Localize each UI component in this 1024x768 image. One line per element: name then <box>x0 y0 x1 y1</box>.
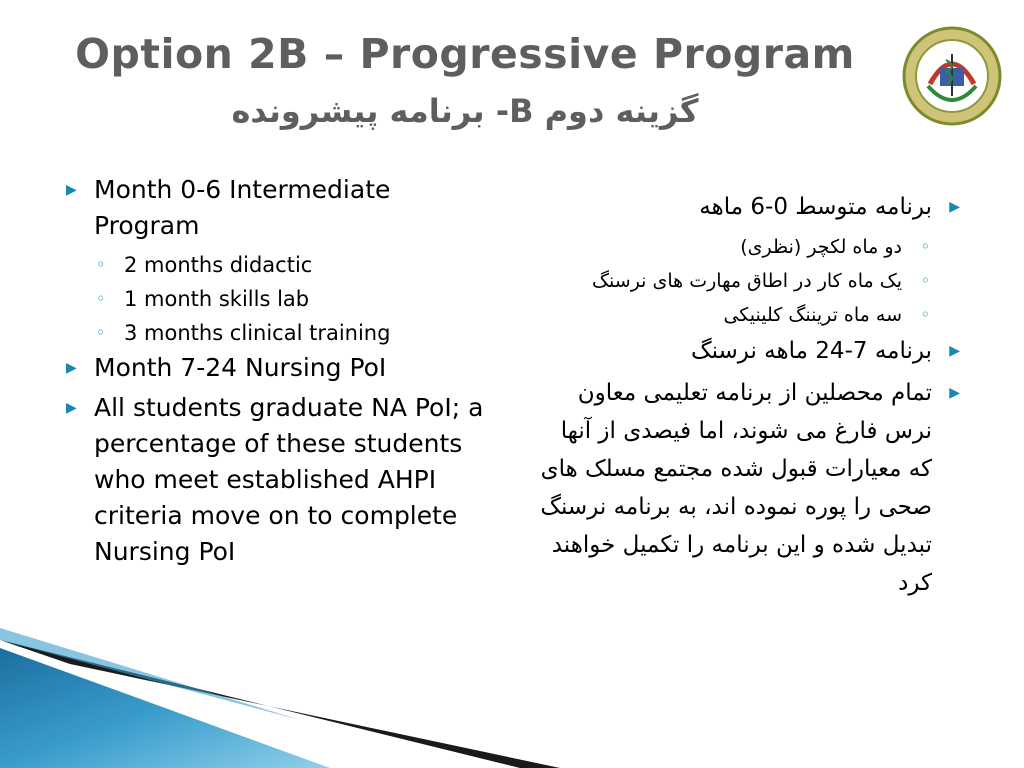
list-subitem: ◦ 2 months didactic <box>66 248 486 282</box>
slide-title: Option 2B – Progressive Program <box>75 30 855 78</box>
bullet-arrow-icon: ▶ <box>66 360 77 376</box>
bullet-circle-icon: ◦ <box>920 271 930 290</box>
slide-title-persian: گزینه دوم B- برنامه پیشرونده <box>231 92 699 130</box>
bullet-circle-icon: ◦ <box>96 323 106 342</box>
bullet-arrow-icon: ▶ <box>949 199 960 215</box>
ministry-seal-logo <box>900 24 1004 128</box>
list-subitem: ◦ سه ماه تریننگ کلینیکی <box>540 298 960 332</box>
list-item: ▶ All students graduate NA PoI; a percentage of these students who meet established AHPI criteria move on to complete Nursing PoI <box>66 390 486 570</box>
list-item: ▶ Month 0-6 Intermediate Program <box>66 172 486 244</box>
list-subitem: ◦ یک ماه کار در اطاق مهارت های نرسنگ <box>540 264 960 298</box>
list-subitem: ◦ 3 months clinical training <box>66 316 486 350</box>
bullet-circle-icon: ◦ <box>920 305 930 324</box>
bullet-circle-icon: ◦ <box>96 255 106 274</box>
list-item: ▶ برنامه متوسط 0-6 ماهه <box>540 188 960 226</box>
bullet-circle-icon: ◦ <box>96 289 106 308</box>
list-item: ▶ تمام محصلین از برنامه تعلیمی معاون نرس فارغ می شوند، اما فیصدی از آنها که معیارات قبول شده مجتمع مسلک های صحی را پوره نموده اند، به برنامه نرسنگ تبدیل شده و این برنامه را تکمیل خواهند کرد <box>540 374 960 602</box>
list-item: ▶ Month 7-24 Nursing PoI <box>66 350 486 386</box>
bullet-arrow-icon: ▶ <box>949 343 960 359</box>
right-column-persian <box>540 188 960 606</box>
decorative-swoosh <box>0 600 560 768</box>
list-subitem: ◦ 1 month skills lab <box>66 282 486 316</box>
bullet-arrow-icon: ▶ <box>66 400 77 416</box>
list-subitem: ◦ دو ماه لکچر (نظری) <box>540 230 960 264</box>
bullet-arrow-icon: ▶ <box>949 385 960 401</box>
list-item: ▶ برنامه 7-24 ماهه نرسنگ <box>540 332 960 370</box>
bullet-arrow-icon: ▶ <box>66 182 77 198</box>
left-column-english <box>66 172 486 574</box>
bullet-circle-icon: ◦ <box>920 237 930 256</box>
